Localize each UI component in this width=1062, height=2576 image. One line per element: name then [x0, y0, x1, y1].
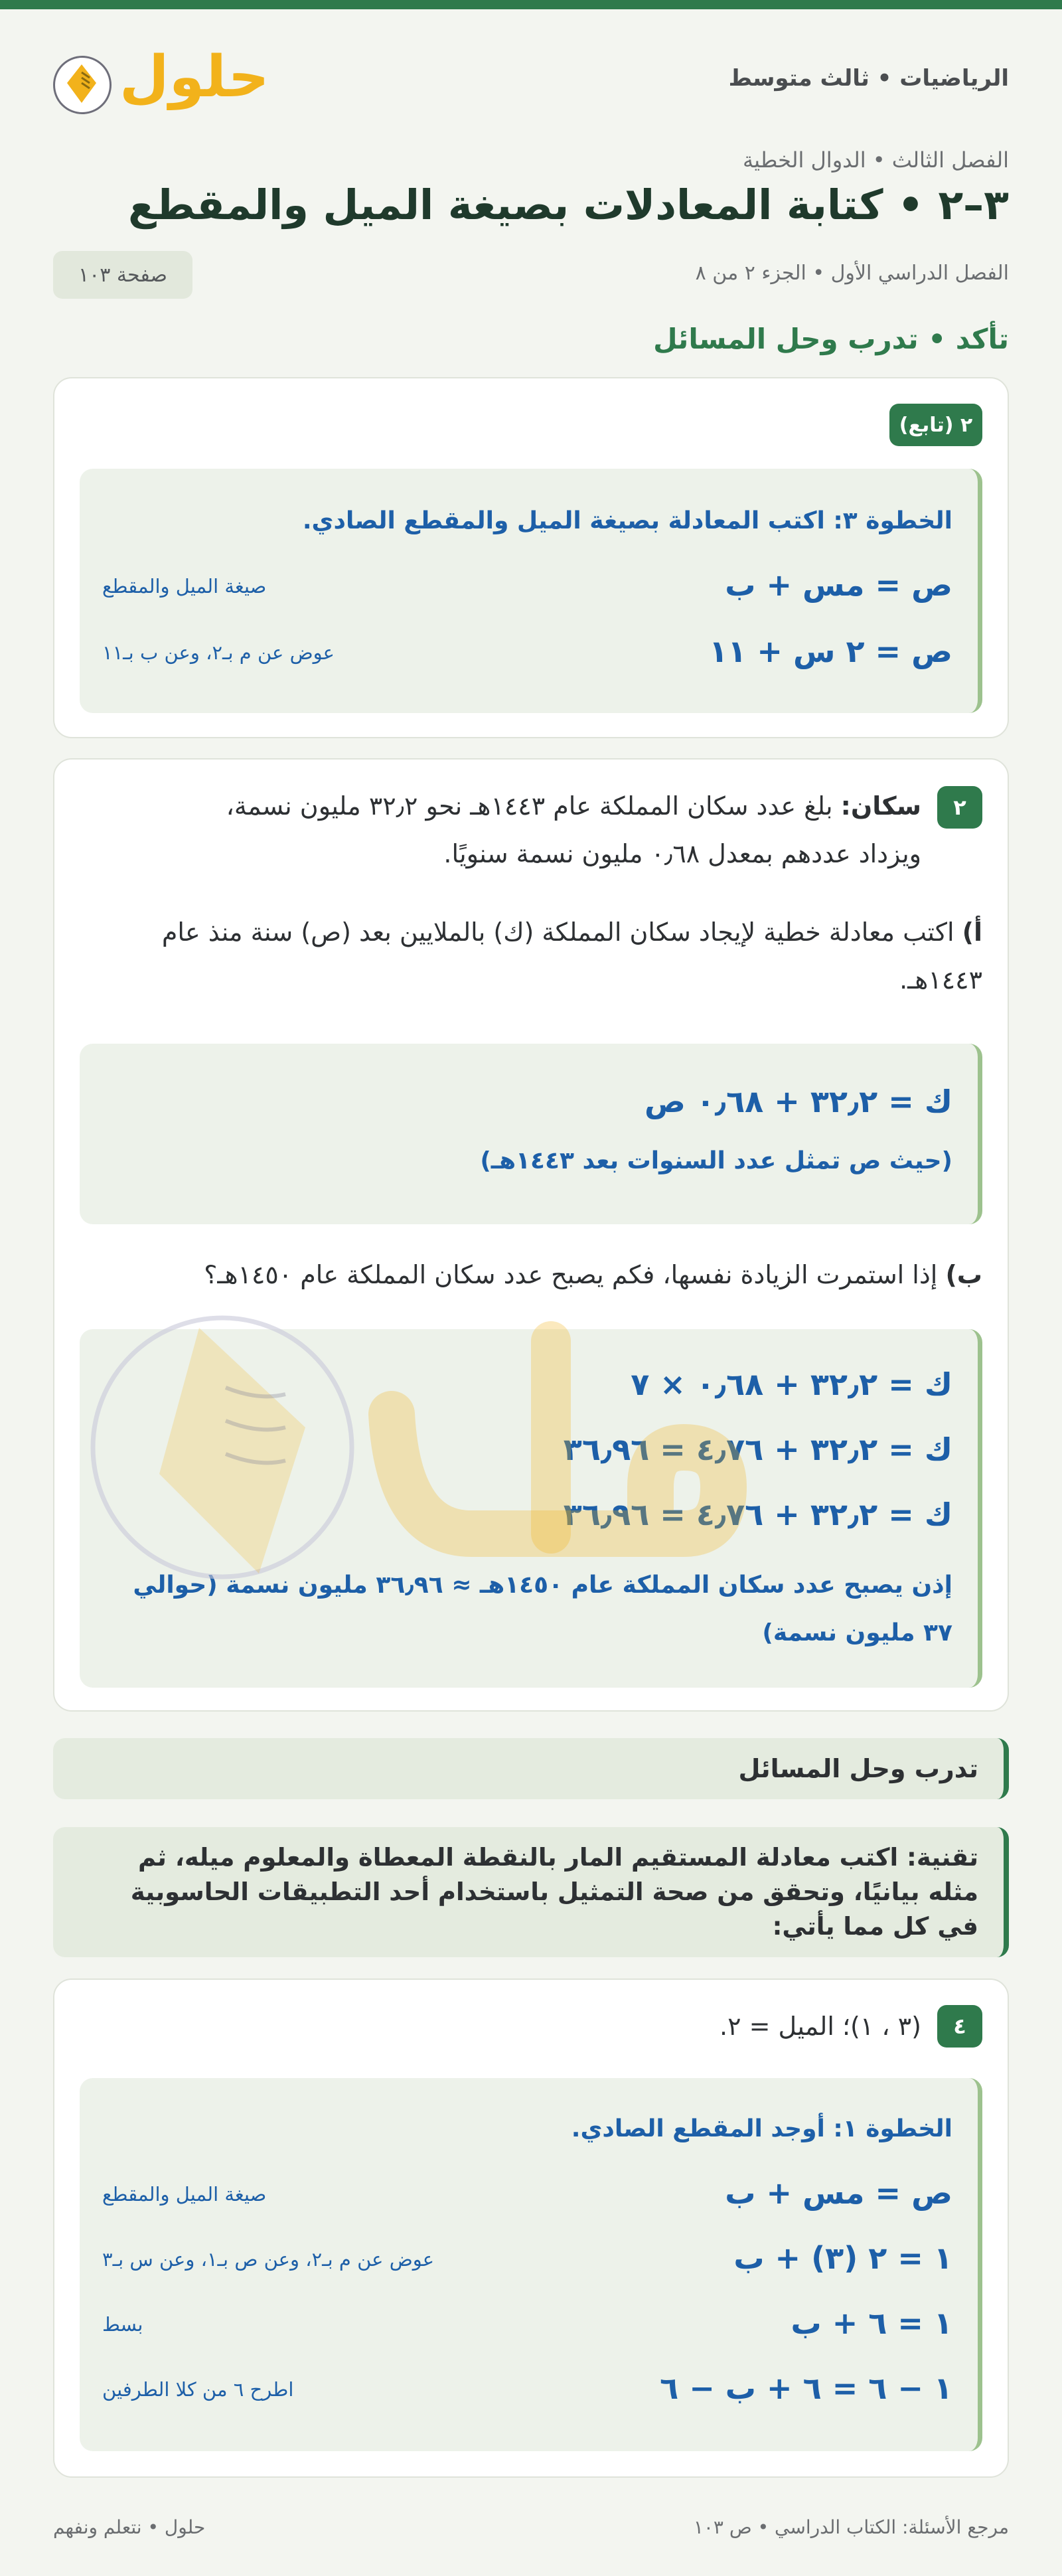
technology-instruction-banner [53, 1827, 1009, 1957]
answer-a-equation: ك = ٣٢٫٢ + ٠٫٦٨ ص [644, 1084, 952, 1119]
equation-note: بسط [102, 2313, 143, 2336]
equation-row: ١ − ٦ = ٦ + ب − ٦ [660, 2370, 952, 2406]
answer-b-conclusion [133, 1562, 952, 1657]
section-heading: تأكد • تدرب وحل المسائل [653, 323, 1009, 355]
step-title: الخطوة ٣: اكتب المعادلة بصيغة الميل والمقطع الصادي. [302, 507, 952, 534]
step-title: الخطوة ١: أوجد المقطع الصادي. [571, 2115, 952, 2142]
solution-card-continued [53, 377, 1009, 738]
semester-info: الفصل الدراسي الأول • الجزء ٢ من ٨ [695, 262, 1009, 285]
equation-note: صيغة الميل والمقطع [102, 2183, 267, 2206]
breadcrumb: الفصل الثالث • الدوال الخطية [743, 147, 1009, 173]
answer-b-equation: ك = ٣٢٫٢ + ٤٫٧٦ = ٣٦٫٩٦ [563, 1496, 952, 1532]
equation-note: عوض عن م بـ٢، وعن ص بـ١، وعن س بـ٣ [102, 2248, 435, 2271]
equation-row: ص = ٢ س + ١١ [709, 633, 952, 669]
step-box [80, 469, 982, 713]
equation-row: ص = مس + ب [725, 2175, 952, 2211]
question-number: ٢ [937, 786, 982, 829]
question-intro-line [226, 782, 921, 830]
top-accent-bar [0, 0, 1062, 9]
technology-instruction-text [78, 1840, 978, 1944]
question-intro-line-2: ويزداد عددهم بمعدل ٠٫٦٨ مليون نسمة سنويًا. [443, 839, 921, 868]
page-number-badge: صفحة ١٠٣ [53, 251, 192, 299]
answer-a-note: (حيث ص تمثل عدد السنوات بعد ١٤٤٣هـ) [480, 1147, 952, 1174]
equation-note: عوض عن م بـ٢، وعن ب بـ١١ [102, 641, 335, 664]
footer-brand: حلول • نتعلم ونفهم [53, 2516, 206, 2538]
part-b-text: إذا استمرت الزيادة نفسها، فكم يصبح عدد سكان المملكة عام ١٤٥٠هـ؟ [204, 1260, 938, 1289]
tech-line-2: مثله بيانيًا، وتحقق من صحة التمثيل باستخدام أحد التطبيقات الحاسوبية [130, 1878, 978, 1906]
question-badge: ٢ (تابع) [889, 404, 982, 446]
footer-reference: مرجع الأسئلة: الكتاب الدراسي • ص ١٠٣ [693, 2516, 1009, 2538]
page-header [53, 41, 1009, 121]
answer-b-box [80, 1329, 982, 1688]
question-card-4 [53, 1978, 1009, 2478]
question-number: ٤ [937, 2005, 982, 2048]
question-label: سكان: [840, 791, 921, 821]
question-intro-text: بلغ عدد سكان المملكة عام ١٤٤٣هـ نحو ٣٢٫٢ مليون نسمة، [226, 791, 833, 821]
equation-note: اطرح ٦ من كلا الطرفين [102, 2378, 294, 2401]
answer-b-equation: ك = ٣٢٫٢ + ٠٫٦٨ × ٧ [631, 1366, 952, 1402]
subject-label: الرياضيات • ثالث متوسط [728, 65, 1009, 92]
tech-line-3: في كل مما يأتي: [772, 1912, 978, 1941]
logo-emblem-icon [53, 56, 112, 114]
equation-row: ص = مس + ب [725, 567, 952, 603]
part-a-text: اكتب معادلة خطية لإيجاد سكان المملكة (ك) بالملايين بعد (ص) سنة منذ عام [161, 918, 954, 947]
tech-line-1: تقنية: اكتب معادلة المستقيم المار بالنقطة المعطاة والمعلوم ميله، ثم [138, 1843, 978, 1872]
answer-a-box [80, 1044, 982, 1224]
step-box [80, 2078, 982, 2451]
part-b-label: ب) [945, 1260, 982, 1289]
logo-text: حلول [119, 44, 269, 110]
question-card-population [53, 758, 1009, 1712]
equation-row: ١ = ٦ + ب [791, 2305, 952, 2341]
site-logo[interactable] [53, 41, 269, 121]
practice-banner [53, 1738, 1009, 1799]
conclusion-line-1: إذن يصبح عدد سكان المملكة عام ١٤٥٠هـ ≈ ٣٦٫٩٦ مليون نسمة (حوالي [133, 1571, 952, 1599]
practice-banner-title: تدرب وحل المسائل [738, 1754, 978, 1783]
equation-row: ١ = ٢ (٣) + ب [733, 2240, 952, 2276]
answer-b-equation: ك = ٣٢٫٢ + ٤٫٧٦ = ٣٦٫٩٦ [563, 1431, 952, 1467]
question-problem: (٣ ، ١)؛ الميل = ٢. [720, 2012, 921, 2041]
equation-note: صيغة الميل والمقطع [102, 575, 267, 598]
part-a-label: أ) [962, 918, 982, 947]
conclusion-line-2: ٣٧ مليون نسمة) [762, 1619, 952, 1647]
page-title: ٣–٢ • كتابة المعادلات بصيغة الميل والمقطع [127, 181, 1009, 229]
part-a-line-2: ١٤٤٣هـ. [899, 965, 982, 995]
part-a-line [162, 908, 982, 956]
part-b-line [204, 1251, 982, 1299]
